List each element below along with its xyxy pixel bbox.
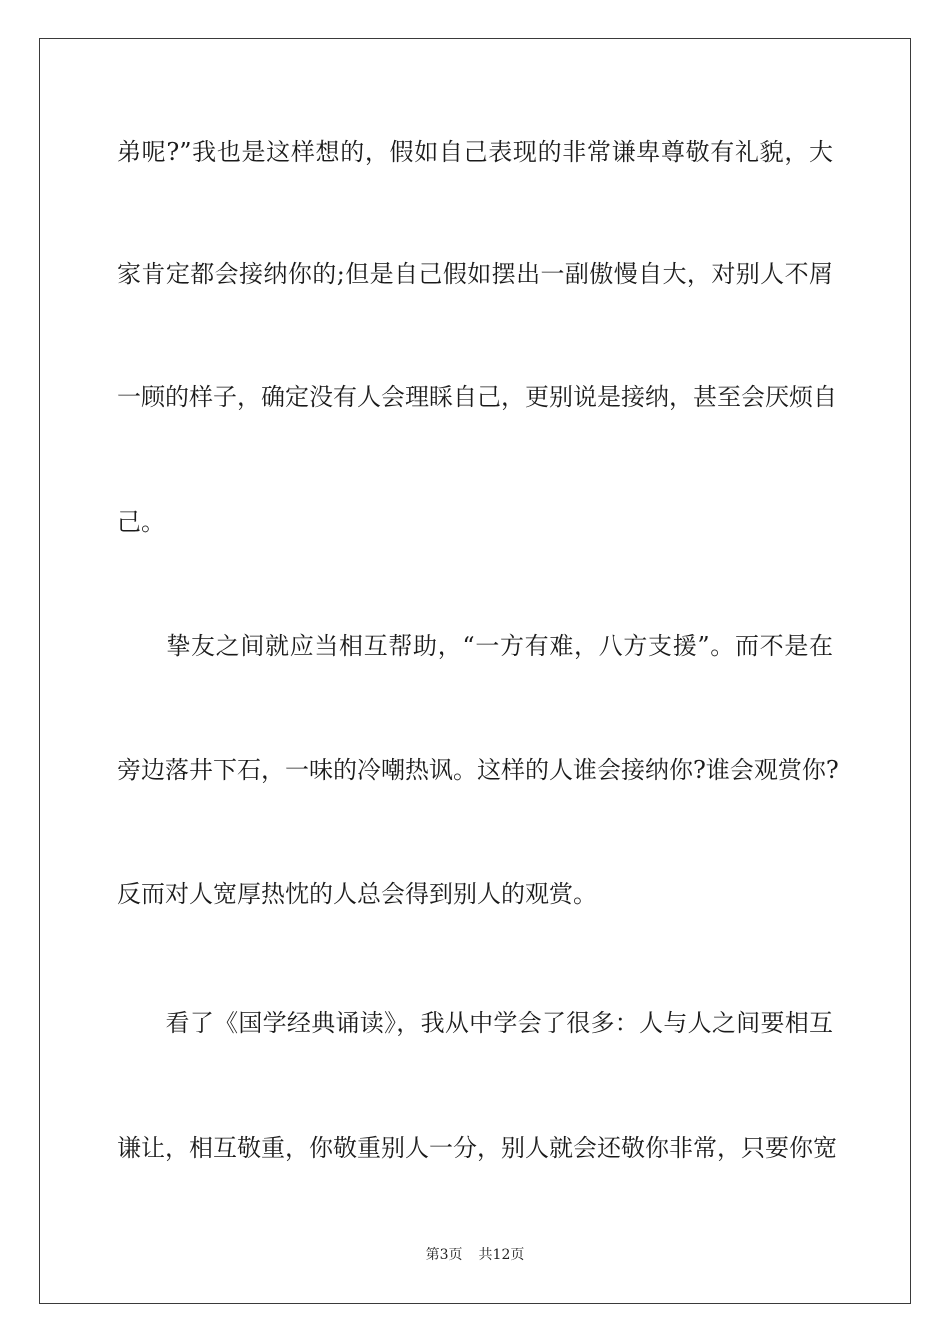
- text-line-5: 挚友之间就应当相互帮助，“一方有难，八方支援”。而不是在: [117, 632, 833, 660]
- text-line-7: 反而对人宽厚热忱的人总会得到别人的观赏。: [117, 880, 597, 908]
- text-line-1: 弟呢?”我也是这样想的，假如自己表现的非常谦卑尊敬有礼貌，大: [117, 138, 833, 166]
- page-footer: [0, 1246, 950, 1264]
- text-line-9: 谦让，相互敬重，你敬重别人一分，别人就会还敬你非常，只要你宽: [117, 1134, 837, 1162]
- page-total: 共12页: [478, 1247, 525, 1263]
- page-border: [39, 38, 911, 1304]
- text-line-6: 旁边落井下石，一味的冷嘲热讽。这样的人谁会接纳你?谁会观赏你?: [117, 756, 839, 784]
- text-line-2: 家肯定都会接纳你的;但是自己假如摆出一副傲慢自大，对别人不屑: [117, 260, 833, 288]
- text-line-4: 己。: [117, 508, 165, 536]
- text-line-3: 一顾的样子，确定没有人会理睬自己，更别说是接纳，甚至会厌烦自: [117, 383, 837, 411]
- text-line-8: 看了《国学经典诵读》，我从中学会了很多：人与人之间要相互: [117, 1009, 833, 1037]
- page-number: 第3页: [425, 1247, 463, 1263]
